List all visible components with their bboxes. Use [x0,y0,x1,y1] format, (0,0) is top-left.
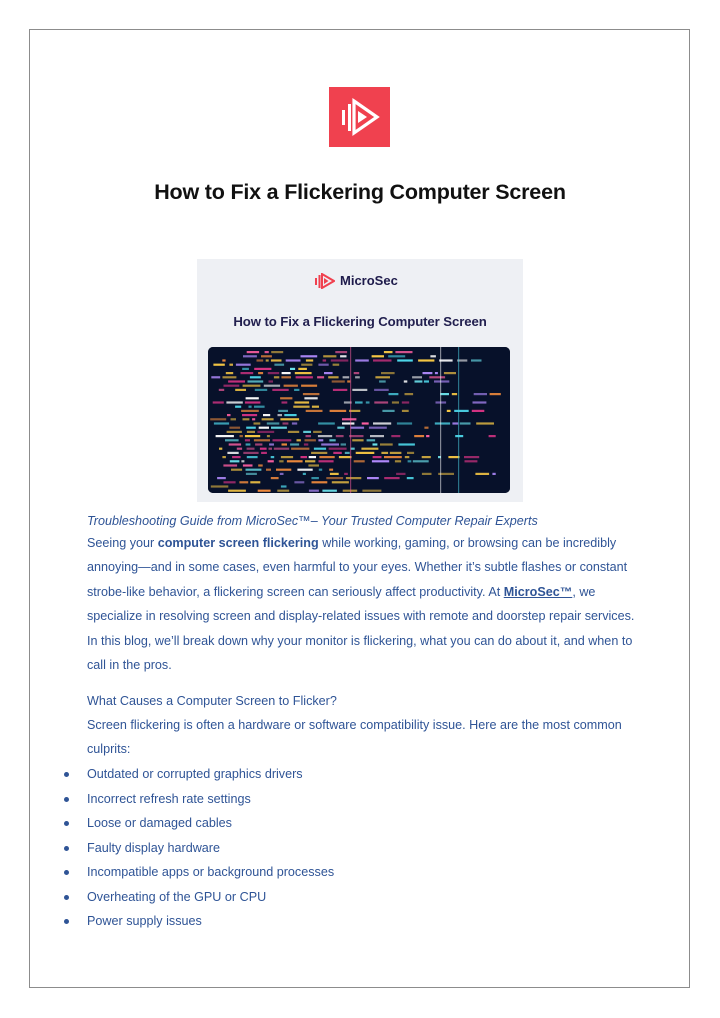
list-item-label: Outdated or corrupted graphics drivers [87,767,303,781]
bullet-icon [64,797,69,802]
list-item-label: Faulty display hardware [87,840,220,855]
section-body: Screen flickering is often a hardware or software compatibility issue. Here are the most common culprits: [87,718,622,757]
bullet-icon [64,846,69,851]
list-item [0,787,720,812]
intro-text-2: while working, gaming, or browsing can be incredibly annoying—and in some cases, even harmful to your eyes. Whether it’s subtle flashes or constant strobe-like behavior, a flickering screen can seriously affect productivity. At [87,536,628,599]
intro-text-3: , we specialize in resolving screen and display-related issues with remote and doorstep repair services. In this blog, we’ll break down why your monitor is flickering, what you can do about it, and when to call in the pros. [87,584,635,673]
list-item [0,860,720,885]
list-item-label: Overheating of the GPU or CPU [87,889,267,904]
list-item [0,909,720,934]
causes-list [0,762,720,934]
list-item [0,885,720,910]
microsec-logo-icon [315,273,335,289]
section-heading: What Causes a Computer Screen to Flicker? [87,694,337,708]
list-item [0,836,720,861]
page-title: How to Fix a Flickering Computer Screen [154,180,566,204]
list-item-label: Incompatible apps or background processes [87,865,335,879]
list-item-label: Loose or damaged cables [87,816,232,830]
article-caption: Troubleshooting Guide from MicroSec™– Your Trusted Computer Repair Experts [87,514,538,528]
banner-brand: MicroSec [340,273,398,288]
bullet-icon [64,870,69,875]
bullet-icon [64,919,69,924]
bullet-icon [64,895,69,900]
list-item [0,762,720,787]
list-item-label: Power supply issues [87,914,202,928]
intro-bold-keyword: computer screen flickering [157,536,319,550]
microsec-link[interactable]: MicroSec™ [503,584,573,599]
intro-paragraph [87,531,647,677]
article-banner-image [197,259,523,502]
intro-text-1: Seeing your [87,536,158,550]
list-item-label: Incorrect refresh rate settings [87,791,251,806]
code-on-screen-photo [208,347,510,493]
list-item [0,811,720,836]
bullet-icon [64,821,69,826]
banner-title: How to Fix a Flickering Computer Screen [233,314,487,329]
bullet-icon [64,772,69,777]
microsec-logo-icon [329,87,390,147]
